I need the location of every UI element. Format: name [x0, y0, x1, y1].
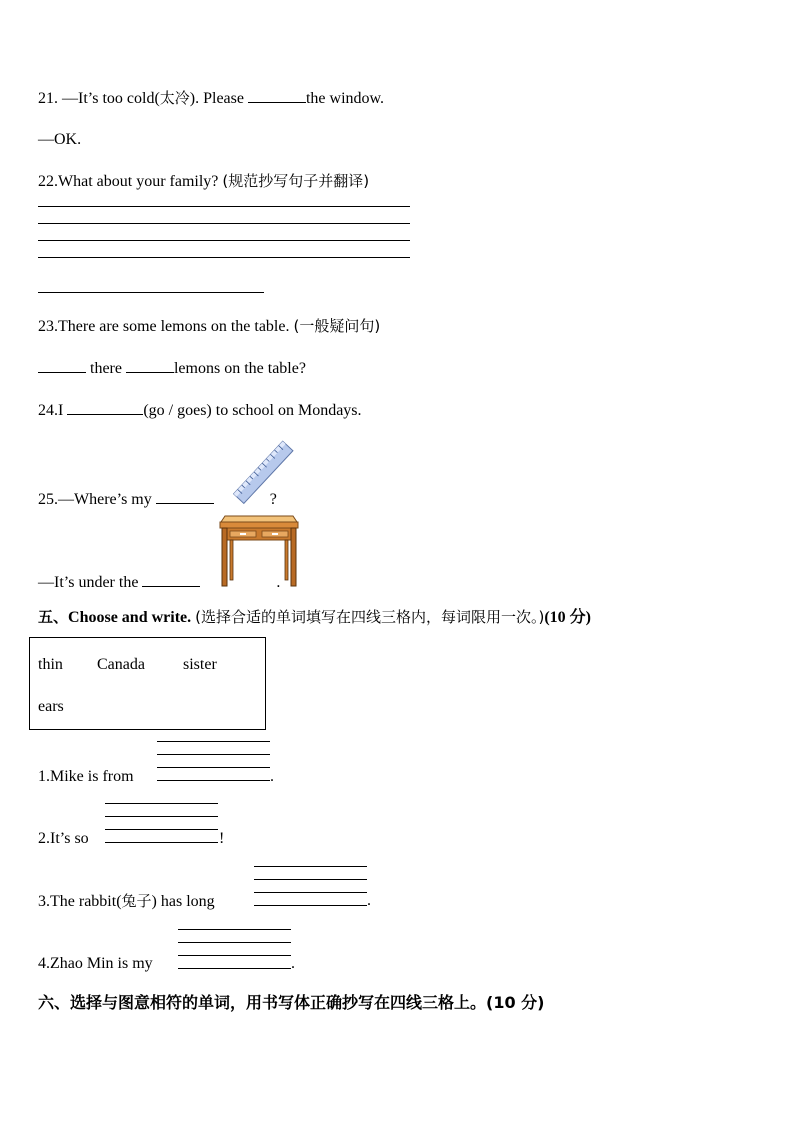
writing-line[interactable] [38, 223, 410, 224]
word-bank-item: sister [183, 656, 217, 673]
answer-blank-25a[interactable] [156, 489, 214, 504]
answer-blank-23a[interactable] [38, 358, 86, 373]
writing-line[interactable] [38, 206, 410, 207]
writing-line[interactable] [38, 240, 410, 241]
question-23: 23.There are some lemons on the table. (一般疑问句) [38, 317, 381, 335]
answer-blank-23b[interactable] [126, 358, 174, 373]
answer-blank-25b[interactable] [142, 572, 200, 587]
question-25-answer: —It’s under the . [38, 574, 281, 591]
choose-item-3: 3.The rabbit(兔子) has long [38, 892, 215, 910]
question-21: 21. —It’s too cold(太冷). Please the window. [38, 89, 385, 107]
four-line-grid[interactable] [157, 741, 270, 781]
choose-item-4: 4.Zhao Min is my [38, 955, 153, 972]
question-25: 25.—Where’s my ? [38, 491, 277, 508]
writing-line[interactable] [38, 257, 410, 258]
word-bank-item: Canada [97, 656, 145, 673]
choose-item-1: 1.Mike is from [38, 768, 134, 785]
question-24: 24.I (go / goes) to school on Mondays. [38, 402, 362, 419]
choose-item-2: 2.It’s so [38, 830, 89, 847]
translation-line[interactable] [38, 292, 264, 293]
word-bank-item: ears [38, 698, 64, 715]
four-line-grid[interactable] [105, 803, 218, 843]
question-21-reply: —OK. [38, 131, 82, 148]
question-22: 22.What about your family? (规范抄写句子并翻译) [38, 172, 370, 190]
section-6-heading: 六、选择与图意相符的单词，用书写体正确抄写在四线三格上。(10 分) [38, 993, 545, 1012]
four-line-grid[interactable] [178, 929, 291, 969]
word-bank-box [29, 637, 266, 730]
four-line-grid[interactable] [254, 866, 367, 906]
section-5-heading: 五、Choose and write. (选择合适的单词填写在四线三格内，每词限用一次。)(10 分) [38, 608, 592, 626]
answer-blank-24[interactable] [67, 400, 143, 415]
answer-blank-21[interactable] [248, 88, 306, 103]
word-bank-item: thin [38, 656, 63, 673]
question-23-answer: there lemons on the table? [38, 358, 306, 379]
